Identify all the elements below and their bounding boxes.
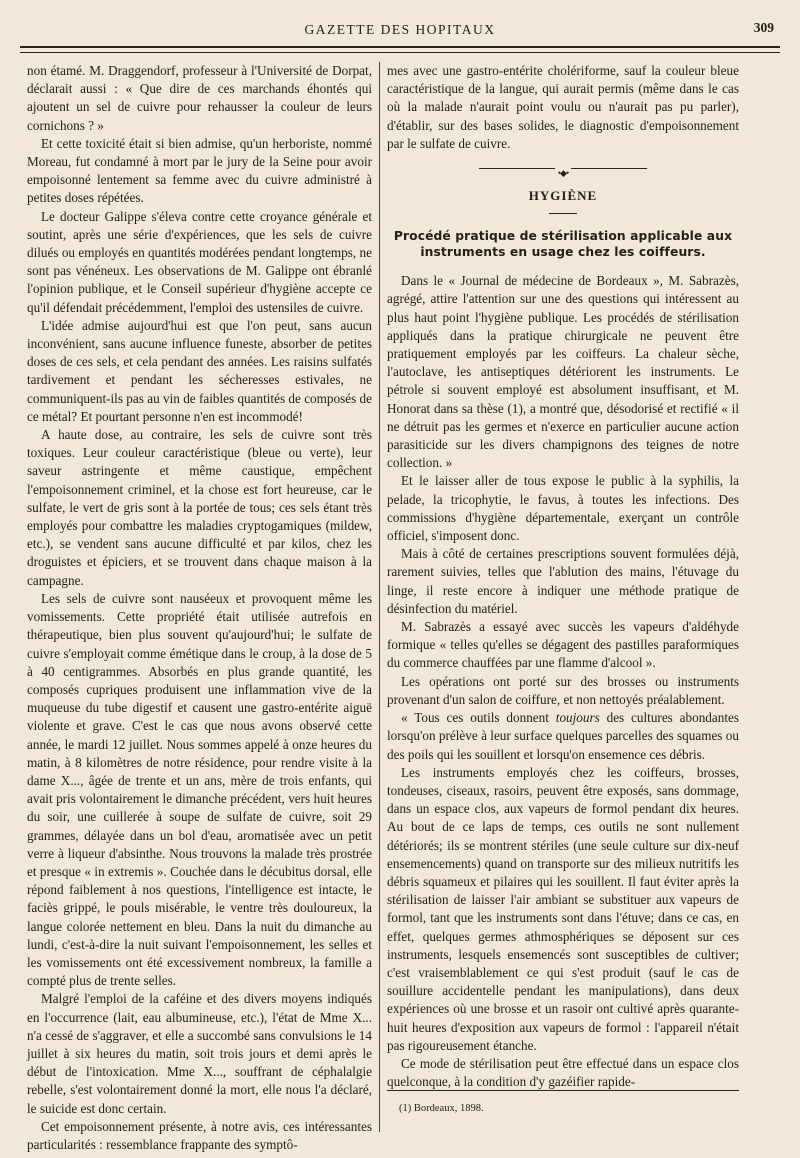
paragraph: Cet empoisonnement présente, à notre avis, ces intéressantes particularités : ressemblance frappante des symptô- bbox=[27, 1118, 372, 1152]
quote-start: « Tous ces outils donnent bbox=[401, 710, 556, 726]
quote-paragraph bbox=[387, 709, 739, 764]
header-rule-thin bbox=[20, 52, 780, 53]
column-divider bbox=[379, 62, 380, 1132]
quote-italic-word: toujours bbox=[555, 710, 600, 726]
header-rule-thick bbox=[20, 46, 780, 48]
section-heading: HYGIÈNE bbox=[528, 188, 598, 204]
section-heading-rule bbox=[549, 213, 577, 214]
footnote-rule bbox=[387, 1090, 739, 1091]
paragraph: Et cette toxicité était si bien admise, qu'un herboriste, nommé Moreau, fut condamné à mort par le jury de la Seine pour avoir empoisonné lentement sa femme avec du cuivre administré à petites doses répétées. bbox=[27, 135, 372, 206]
paragraph: Le docteur Galippe s'éleva contre cette croyance générale et soutint, après une série d'expériences, que les sels de cuivre dilués ou employés en quantités modérées pendant longtemps, ne sont pas vénéneux. Les observations de M. Galippe ont ébranlé l'opinion publique, et le Conseil supérieur d'hygiène accepte ce qu'il défendait précédemment, l'emploi des ustensiles de cuivre. bbox=[27, 208, 372, 315]
left-column bbox=[27, 62, 372, 1154]
paragraph: Ce mode de stérilisation peut être effectué dans un espace clos quelconque, à la condition d'y gazéifier rapide- bbox=[387, 1055, 739, 1090]
article-title: Procédé pratique de stérilisation applicable aux instruments en usage chez les coiffeurs. bbox=[393, 229, 733, 260]
paragraph: non étamé. M. Draggendorf, professeur à l'Université de Dorpat, déclarait aussi : « Que dire de ces marchands éhontés qui ajoutent un sel de cuivre pour rehausser la couleur de leurs cornichons ? » bbox=[27, 63, 372, 133]
right-column bbox=[387, 62, 739, 1091]
paragraph: Les opérations ont porté sur des brosses ou instruments provenant d'un salon de coiffure, et non nettoyés préalablement. bbox=[387, 673, 739, 707]
page-number: 309 bbox=[753, 20, 774, 35]
quote-end: des cultures abondantes lorsqu'on prélève à leur surface quelques parcelles des squames ou des poils qui les souillent et lorsqu'on ensemence ces débris. bbox=[387, 710, 739, 762]
paragraph: Et le laisser aller de tous expose le public à la syphilis, la pelade, la tricophytie, le favus, à toutes les infections. Des commissions d'hygiène départementale, exerçant un contrôle officiel, s'imposent donc. bbox=[387, 473, 739, 544]
paragraph: A haute dose, au contraire, les sels de cuivre sont très toxiques. Leur couleur caractéristique (bleue ou verte), leur saveur astringente et même caustique, empêchent l'empoisonnement criminel, et la chose est fort heureuse, car le sulfate, le vert de gris sont à la portée de tous; ces sels étant très employés pour combattre les maladies cryptogamiques (mildew, etc.), se vendent sans aucune difficulté et par kilos, chez les droguistes et épiciers, et se trouvent dans chaque maison à la campagne. bbox=[27, 427, 372, 588]
paragraph: Les instruments employés chez les coiffeurs, brosses, tondeuses, ciseaux, rasoirs, peuvent être exposés, sans dommage, dans un espace clos, aux vapeurs de formol pendant dix heures. Au bout de ce laps de temps, ces outils ne sont nullement détériorés; ils se montrent stériles (une seule culture sur dix-neuf ensemencements) quand on transporte sur des milieux nutritifs les débris squameux et pilaires qui les souillent. Il faut éviter après la stérilisation de laisser l'air ambiant se substituer aux vapeurs de formol, tant que les instruments sont dans l'étuve; dans ce cas, en effet, quelques germes athmosphériques se déposent sur ces instruments, lesquels ensemencés sont susceptibles de cultiver; c'est vraisemblablement ce qui s'est produit (sauf le cas de souillure accidentelle pendant les manipulations), dans deux expériences où une brosse et un rasoir ont cultivé après quarante-huit heures d'exposition aux vapeurs de formol : l'appareil n'était pas rigoureusement étanche. bbox=[387, 764, 739, 1053]
paragraph-continuation: mes avec une gastro-entérite cholériforme, sauf la couleur bleue caractéristique de la langue, qui aurait permis (même dans le cas où la malade n'aurait point voulu ou n'aurait pas pu parler), d'établir, sur des bases solides, le diagnostic d'empoisonnement par le sulfate de cuivre. bbox=[387, 63, 739, 151]
paragraph: M. Sabrazès a essayé avec succès les vapeurs d'aldéhyde formique « telles qu'elles se dégagent des pastilles paraformiques du commerce chauffées par une flamme d'alcool ». bbox=[387, 619, 739, 671]
ornament-divider bbox=[387, 163, 739, 179]
page-header-title: GAZETTE DES HOPITAUX bbox=[304, 22, 496, 37]
footnote: (1) Bordeaux, 1898. bbox=[399, 1103, 484, 1114]
ornament-glyph: •◆• bbox=[555, 168, 571, 178]
paragraph: Mais à côté de certaines prescriptions souvent formulées déjà, rarement suivies, telles que l'ablution des mains, l'étuvage du linge, il reste encore à indiquer une méthode pratique de désinfection du matériel. bbox=[387, 546, 739, 616]
footnote-block bbox=[387, 1090, 739, 1114]
paragraph: L'idée admise aujourd'hui est que l'on peut, sans aucun inconvénient, sans aucune influence funeste, absorber de petites doses de ces sels, et cela pendant des années. Les raisins sulfatés tardivement et pendant les sécheresses estivales, ne communiquent-ils pas au vin de faibles quantités de composés de ce métal? Et pourtant personne n'en est incommodé! bbox=[27, 317, 372, 424]
paragraph: Dans le « Journal de médecine de Bordeaux », M. Sabrazès, agrégé, attire l'attention sur une des questions qui intéressent au plus haut point l'hygiène publique. Les procédés de stérilisation appliqués dans la pratique chirurgicale ne peuvent être pratiquement employés par les coiffeurs. La chaleur sèche, l'autoclave, les antiseptiques détériorent les instruments. Le pétrole si souvent employé est absolument insuffisant, et M. Honorat dans sa thèse (1), a montré que, désodorisé et rectifié « il ne détruit pas les germes et n'exerce en particulier aucune action parasiticide sur les divers champignons des teignes de notre collection. » bbox=[387, 273, 739, 471]
paragraph: Malgré l'emploi de la caféine et des divers moyens indiqués en l'occurrence (lait, eau albumineuse, etc.), l'état de Mme X... n'a cessé de s'aggraver, et elle a succombé sans convulsions le 14 juillet à six heures du matin, soit trois jours et demi après le début de l'intoxication. Mme X..., souffrant de céphalalgie rebelle, s'est volontairement donné la mort, elle nous l'a déclaré, le suicide est donc certain. bbox=[27, 991, 372, 1116]
paragraph: Les sels de cuivre sont nauséeux et provoquent même les vomissements. Cette propriété était utilisée autrefois en thérapeutique, bien plus souvent qu'aujourd'hui; le sulfate de cuivre s'employait comme émétique dans le croup, à la dose de 5 à 40 centigrammes. Absorbés en plus grande quantité, les composés cupriques produisent une inflammation vive de la muqueuse du tube digestif et causent une gastro-entérite aiguë violente et grave. C'est le cas que nous avons observé cette année, le mardi 12 juillet. Nous sommes appelé à onze heures du matin, à 8 kilomètres de notre résidence, pour rendre visite à la dame X..., âgée de trente et un ans, mère de trois enfants, qui avait pris volontairement le dimanche précédent, vers huit heures du soir, une cuillerée à soupe de sulfate de cuivre, soit 29 grammes, délayée dans un bol d'eau, aromatisée avec un petit verre à liqueur d'absinthe. Nous trouvons la malade très prostrée et presque « in extremis ». Couchée dans le décubitus dorsal, elle répond faiblement à nos questions, l'intelligence est intacte, le faciès grippé, le pouls misérable, le ventre très douloureux, la langue colorée nettement en bleu. Dans la nuit du dimanche au lundi, c'est-à-dire la nuit suivant l'empoisonnement, les selles et les vomissements ont été excessivement nombreux, la famille a compté plus de trente selles. bbox=[27, 590, 372, 989]
